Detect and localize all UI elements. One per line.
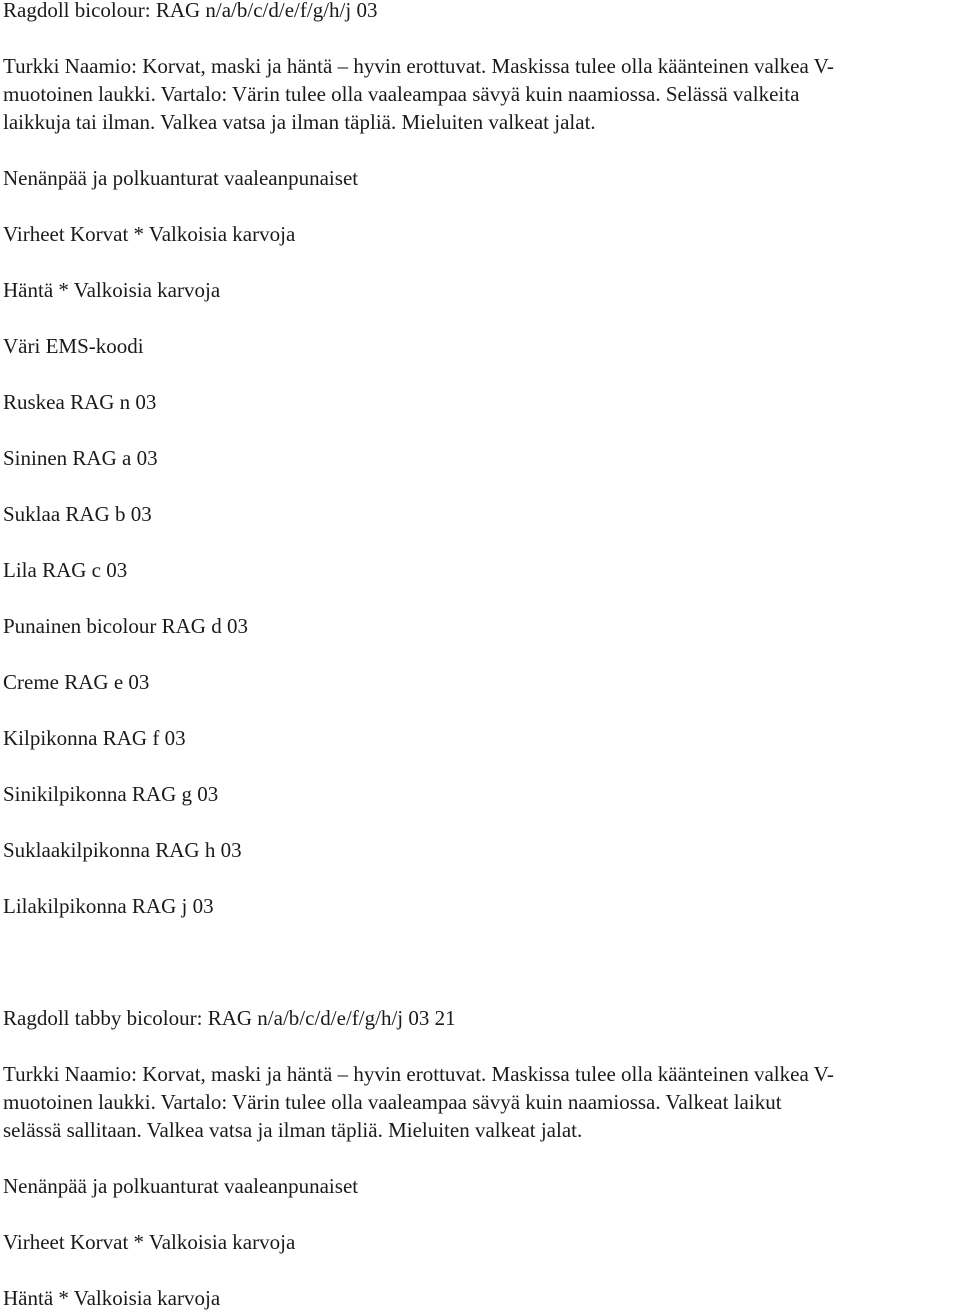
color-row: Sinikilpikonna RAG g 03 [3,782,219,806]
spacer [3,640,953,668]
color-row: Suklaa RAG b 03 [3,502,152,526]
spacer [3,864,953,892]
color-row: Punainen bicolour RAG d 03 [3,614,248,638]
color-row: Suklaakilpikonna RAG h 03 [3,838,242,862]
section-2-description-line-1: Turkki Naamio: Korvat, maski ja häntä – hyvin erottuvat. Maskissa tulee olla käänteinen valkea V- [3,1062,834,1086]
section-2-heading: Ragdoll tabby bicolour: RAG n/a/b/c/d/e/f/g/h/j 03 21 [3,1006,456,1030]
section-1-description-line-2: muotoinen laukki. Vartalo: Värin tulee olla vaaleampaa sävyä kuin naamiossa. Selässä valkeita [3,82,800,106]
section-2-faults-tail: Häntä * Valkoisia karvoja [3,1286,221,1310]
color-table-header: Väri EMS-koodi [3,334,144,358]
spacer [3,416,953,444]
color-row: Sininen RAG a 03 [3,446,158,470]
section-2-description-line-2: muotoinen laukki. Vartalo: Värin tulee olla vaaleampaa sävyä kuin naamiossa. Valkeat laikut [3,1090,782,1114]
spacer [3,752,953,780]
section-1-nose-paws: Nenänpää ja polkuanturat vaaleanpunaiset [3,166,359,190]
spacer [3,1032,953,1060]
spacer [3,696,953,724]
document [3,0,953,1312]
section-1-heading: Ragdoll bicolour: RAG n/a/b/c/d/e/f/g/h/j 03 [3,0,378,22]
spacer [3,920,953,948]
spacer [3,1200,953,1228]
spacer [3,808,953,836]
spacer [3,1144,953,1172]
color-row: Lila RAG c 03 [3,558,128,582]
section-2-nose-paws: Nenänpää ja polkuanturat vaaleanpunaiset [3,1174,359,1198]
spacer [3,1256,953,1284]
color-row: Ruskea RAG n 03 [3,390,157,414]
section-spacer [3,948,953,1004]
section-1-description-line-3: laikkuja tai ilman. Valkea vatsa ja ilman täpliä. Mieluiten valkeat jalat. [3,110,596,134]
color-row: Creme RAG e 03 [3,670,150,694]
section-2-description-line-3: selässä sallitaan. Valkea vatsa ja ilman täpliä. Mieluiten valkeat jalat. [3,1118,583,1142]
spacer [3,304,953,332]
section-1-description-line-1: Turkki Naamio: Korvat, maski ja häntä – hyvin erottuvat. Maskissa tulee olla käänteinen valkea V- [3,54,834,78]
section-1-faults-ears: Virheet Korvat * Valkoisia karvoja [3,222,296,246]
spacer [3,360,953,388]
section-2-faults-ears: Virheet Korvat * Valkoisia karvoja [3,1230,296,1254]
spacer [3,192,953,220]
spacer [3,24,953,52]
spacer [3,136,953,164]
spacer [3,584,953,612]
spacer [3,248,953,276]
color-row: Kilpikonna RAG f 03 [3,726,186,750]
spacer [3,528,953,556]
section-1-faults-tail: Häntä * Valkoisia karvoja [3,278,221,302]
color-row: Lilakilpikonna RAG j 03 [3,894,214,918]
spacer [3,472,953,500]
